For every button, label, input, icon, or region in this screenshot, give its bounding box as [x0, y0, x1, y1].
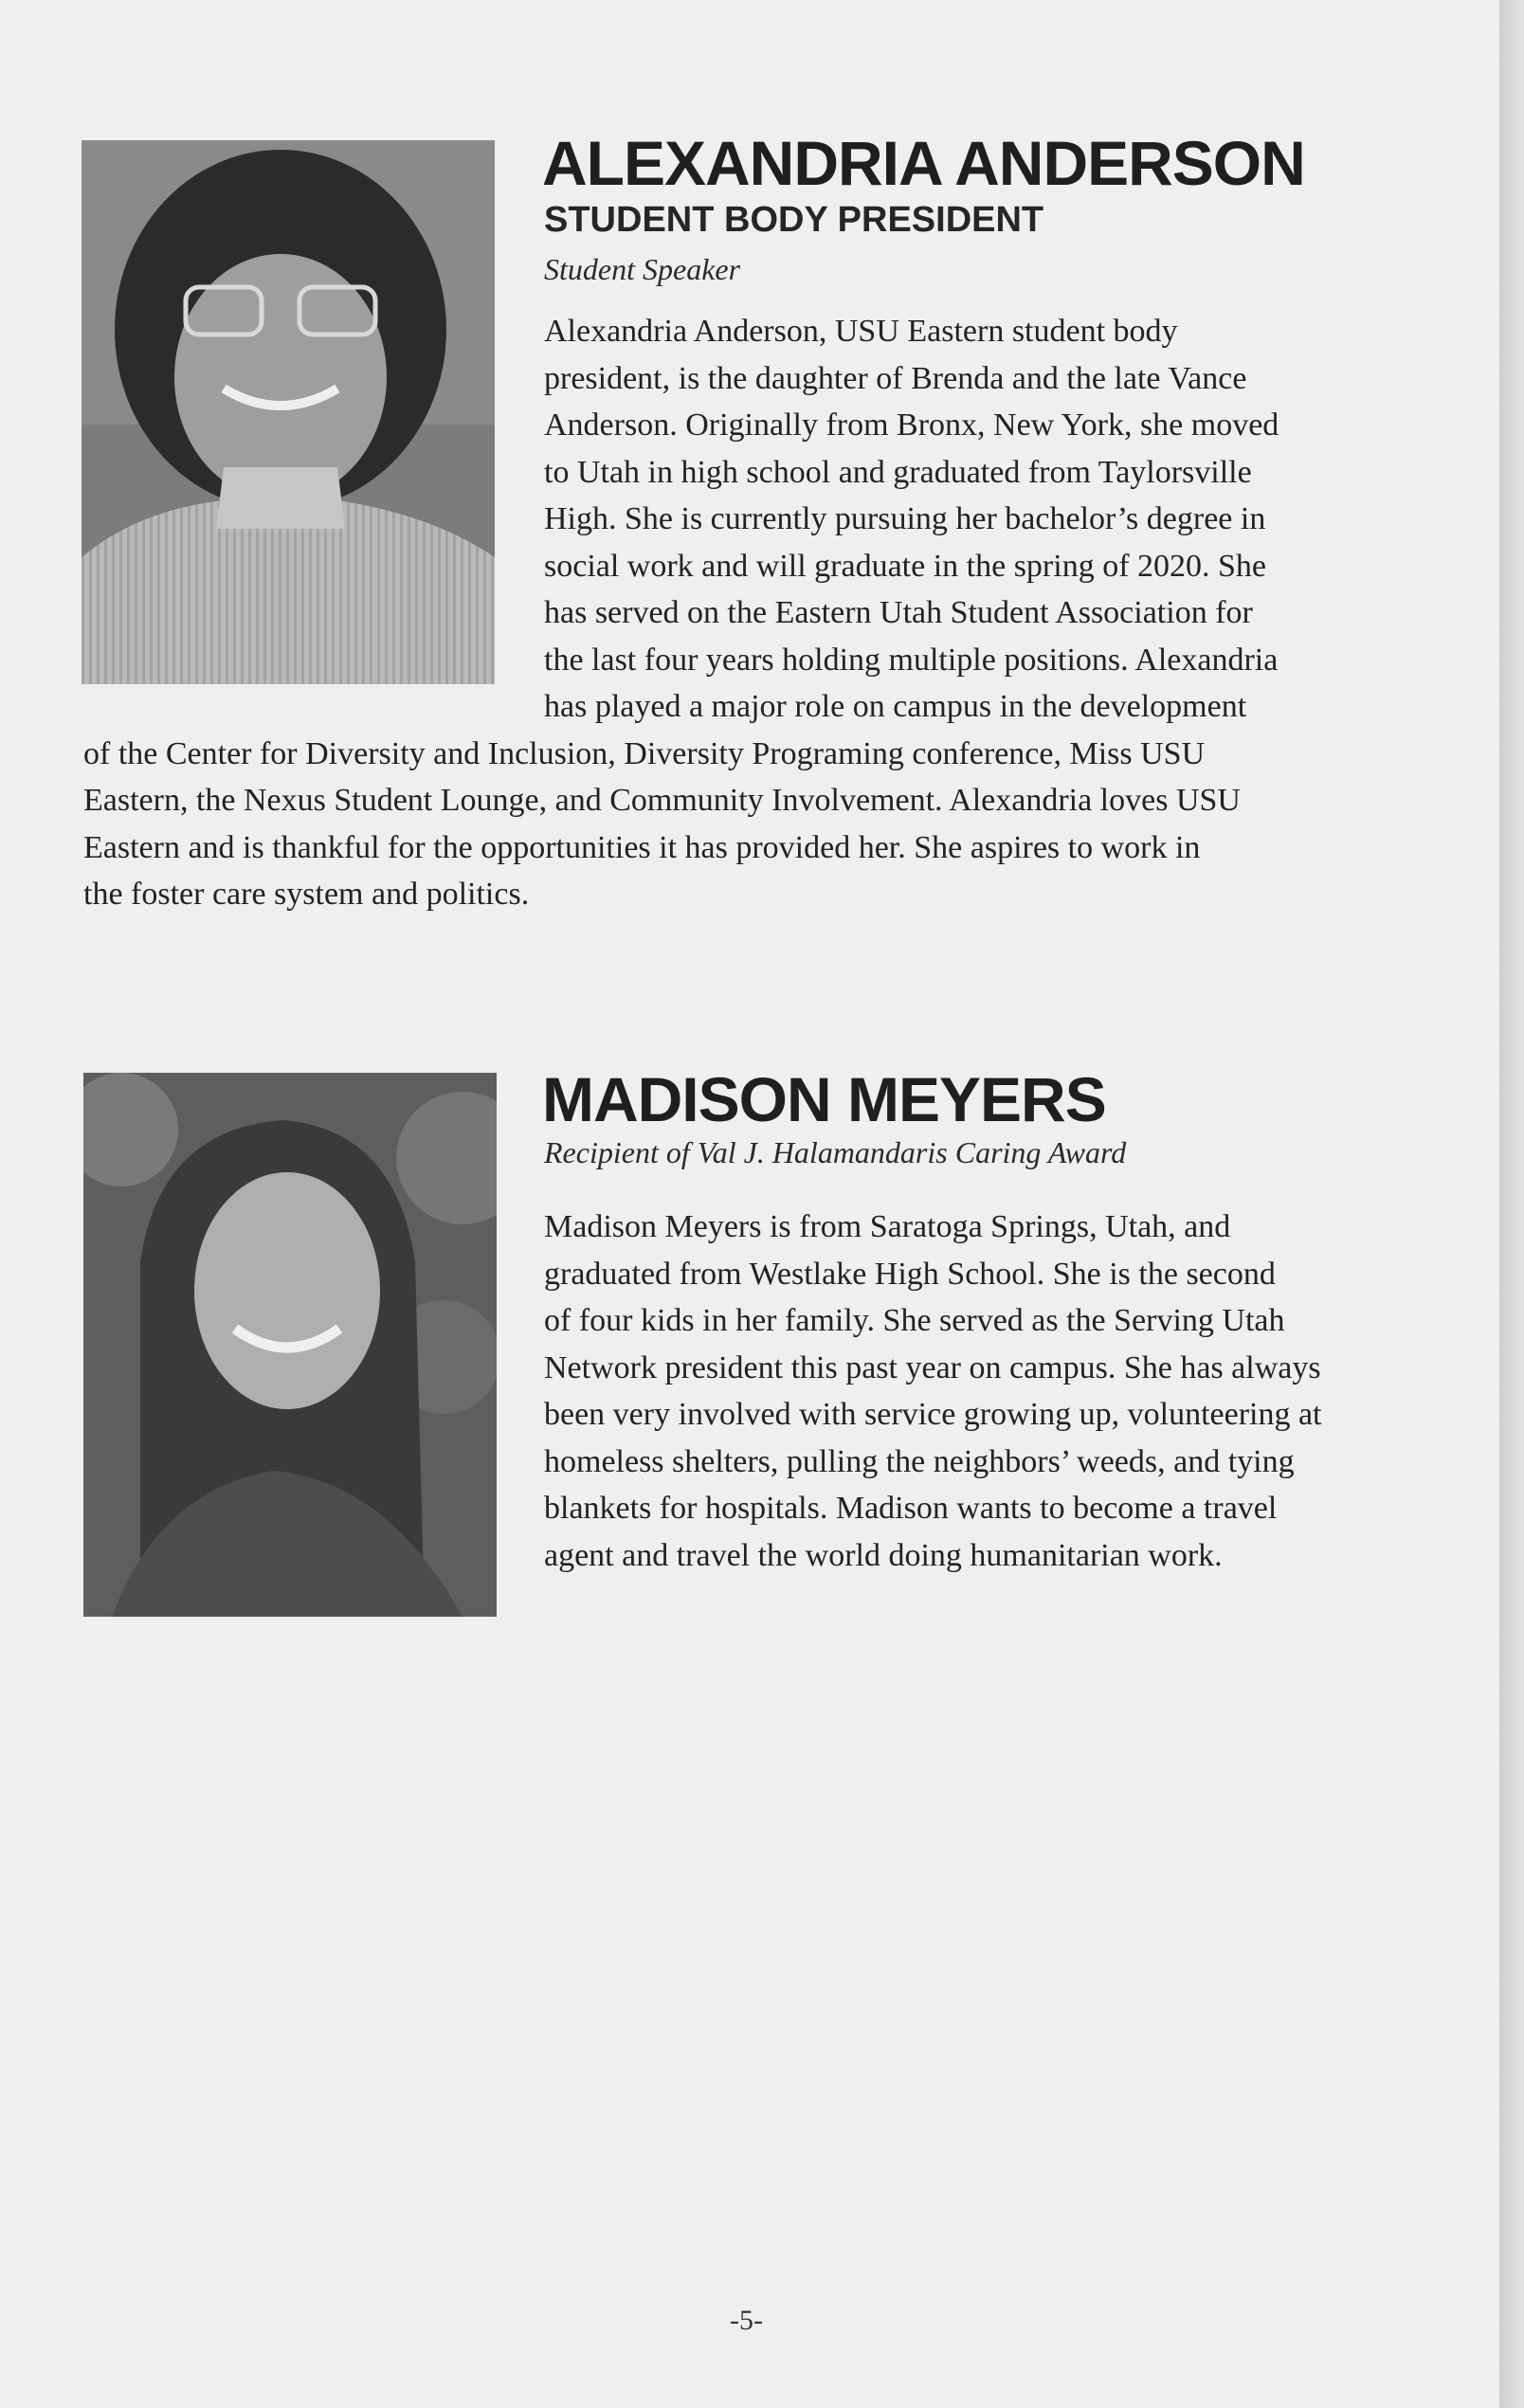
bio-line: Anderson. Originally from Bronx, New York, she moved: [544, 407, 1279, 443]
bio-line: Madison Meyers is from Saratoga Springs, Utah, and: [544, 1209, 1231, 1244]
bio-line: Network president this past year on campus. She has always: [544, 1349, 1321, 1385]
bio-line: been very involved with service growing up, volunteering at: [544, 1397, 1322, 1432]
bio-line: graduated from Westlake High School. She is the second: [544, 1256, 1276, 1292]
profile-subtitle-meyers: Recipient of Val J. Halamandaris Caring Award: [544, 1135, 1127, 1169]
bio-line: the foster care system and politics.: [83, 877, 530, 912]
page-number: -5-: [730, 2305, 763, 2336]
bio-line: Alexandria Anderson, USU Eastern student body: [544, 314, 1178, 349]
profile-title-anderson: STUDENT BODY PRESIDENT: [544, 200, 1044, 240]
bio-line: Eastern and is thankful for the opportunities it has provided her. She aspires to work in: [83, 829, 1201, 865]
bio-line: to Utah in high school and graduated from Taylorsville: [544, 454, 1252, 490]
bio-line: High. She is currently pursuing her bachelor’s degree in: [544, 501, 1266, 536]
portrait-photo-meyers: [83, 1073, 497, 1617]
bio-line: of the Center for Diversity and Inclusion, Diversity Programing conference, Miss USU: [83, 735, 1206, 771]
bio-line: agent and travel the world doing humanitarian work.: [544, 1537, 1223, 1573]
bio-line: has played a major role on campus in the development: [544, 689, 1247, 724]
profile-name-anderson: ALEXANDRIA ANDERSON: [542, 128, 1305, 198]
profile-name-meyers: MADISON MEYERS: [542, 1064, 1106, 1134]
bio-line: blankets for hospitals. Madison wants to become a travel: [544, 1491, 1278, 1526]
profile-subtitle-anderson: Student Speaker: [544, 252, 741, 286]
bio-line: social work and will graduate in the spring of 2020. She: [544, 548, 1267, 584]
page-edge: [1499, 0, 1524, 2408]
bio-line: of four kids in her family. She served as the Serving Utah: [544, 1303, 1285, 1338]
bio-line: Eastern, the Nexus Student Lounge, and Community Involvement. Alexandria loves USU: [83, 783, 1241, 818]
profile-bio-anderson: [0, 308, 1499, 918]
bio-line: has served on the Eastern Utah Student Association for: [544, 595, 1253, 630]
bio-line: president, is the daughter of Brenda and the late Vance: [544, 360, 1247, 396]
bio-line: homeless shelters, pulling the neighbors’ weeds, and tying: [544, 1443, 1295, 1479]
bio-line: the last four years holding multiple positions. Alexandria: [544, 642, 1279, 678]
profile-bio-meyers: [544, 1204, 1492, 1579]
